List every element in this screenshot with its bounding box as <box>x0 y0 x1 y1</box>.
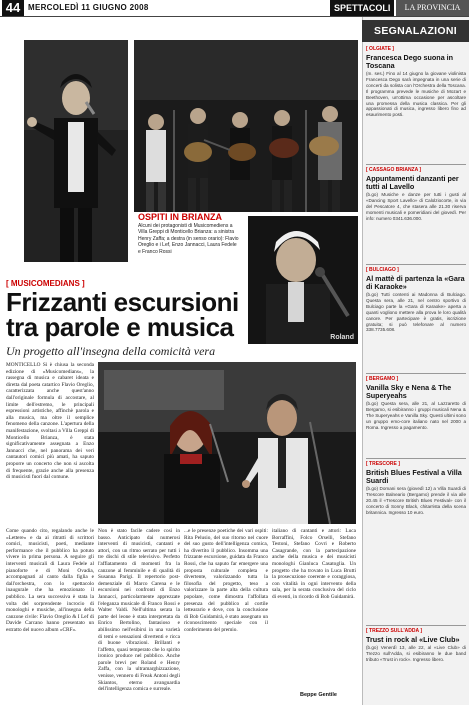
article-column-1-top <box>6 362 94 526</box>
sidebar-divider <box>366 458 466 459</box>
photo-singer <box>24 40 128 262</box>
sidebar-item-location: [ BULCIAGO ] <box>366 267 399 273</box>
article-column-2 <box>98 528 180 700</box>
photo-duet <box>98 362 356 524</box>
sidebar-item-text: (b.go) Musiche e danze per tutti i gusti al «Dancing Sport Lavello» di Calolziocorte, in via del Pescatore 4, che stasera alle 21.30 riserva momenti musicali e pomeridiani del giovedì. Per info: numero 0341.636.000. <box>366 192 466 221</box>
sidebar-item-headline: Al mattè di partenza la «Gara di Karaoke» <box>366 274 465 291</box>
sidebar-item-headline: Vanilla Sky e Nena & The Superyeahs <box>366 383 452 400</box>
sidebar-item-text: (b.go) Domani sera (giovedì 12) a Villa Suardi di Trescore Balneario (Bergamo) prende il via alle 20.45 il «Trescore British Blues Festival» con il concerto di Sonny Black, chitarrista della scena britannica. Ingresso 10 euro. <box>366 486 466 515</box>
headline-line-1: Frizzanti escursioni <box>6 287 239 317</box>
sidebar-item-headline: Appuntamenti danzanti per tutti al Lavello <box>366 174 459 191</box>
page-number: 44 <box>2 0 24 16</box>
roland-label: Roland <box>330 334 354 341</box>
sidebar-item-text: (b.go) Questa sera, alle 21, al Lazzaretto di Bergamo, si esibiranno i gruppi musicali Nena & The Superyeahs e Vanilla Sky. Questi ultimi sono un gruppo emo-core italiano nato nel 2000 a Roma. Ingresso a pagamento. <box>366 401 466 430</box>
article-column-3 <box>184 528 268 700</box>
sidebar-item-headline: Francesca Dego suona in Toscana <box>366 53 454 70</box>
sidebar-item-text: (b.go) Venerdì 13, alle 22, al «Live Club» di Trezzo sull'Adda, si esibiranno le due band tributo «Trust in rock». Ingresso libero. <box>366 645 466 662</box>
sidebar-item <box>366 376 466 456</box>
sidebar-item-text: (m. ses.) Fino al 14 giugno la giovane violinista Francesca Dego sarà impegnata in una serie di concerti da solista con l'Orchestra della Toscana. Il programma prevede le musiche di Mozart e Beethoven, un'ottima occasione per ascoltare una promessa della musica classica. Per gli appassionati di musica, ingresso libero fino ad esaurimento posti. <box>366 71 466 118</box>
sidebar-divider <box>366 264 466 265</box>
sidebar-title: SEGNALAZIONI <box>362 20 469 42</box>
sidebar-item <box>366 267 466 371</box>
article-subhead: Un progetto all'insegna della comicità vera <box>6 344 216 358</box>
photo-portrait <box>248 216 358 344</box>
column-1-bottom-text: Come quando cito, regalando anche le «Lettere» e da ai ritratti di scrittori comici, musicisti, poeti, mediante performance che il pubblico ha potuto vivere in prima persona. A seguire gli interventi musicali di Laura Fedele al pianoforte e di Moni Ovadia, accompagnati al canto dalla figlia e dall'orchestra, con lo spettacolo inaugurale che ha emozionato il pubblico. La sera successiva è stata la volta del sorprendente incrocio di monologhi e musiche, all'insegna della canzone civile: Flavio Oreglio & I Lef di Davide Carcano hanno presentato un estratto del nuovo album «CRF». <box>6 528 94 633</box>
column-4-text: italiano di cantanti e attori: Luca Borraffini, Folco Orselli, Stefano Testoni, Stefano Covri e Roberto Casagrande, con la partecipazione anche della musica e dei musicisti monologhi Gianluca Casatoglia. Un progetto che ha trovato in Luca Brutti la prosecuzione coerente e coraggiosa, con vitalità in ogni intervento della sala, per la serata conclusiva del ciclo di eventi, in ricordo di Bob Guidamirà. <box>272 528 356 600</box>
sidebar-divider <box>366 373 466 374</box>
caption-text: Alcuni dei protagonisti di Musicomediens a Villa Greppi di Monticello Brianza: a sinistra Henry Zaffa; a destra (in senso orario): Flavio Oreglio e i Lef, Enzo Jannacci, Laura Fedele e Franco Rossi <box>138 222 239 255</box>
sidebar-item-location: [ TRESCORE ] <box>366 461 400 467</box>
article-column-4 <box>272 528 356 688</box>
sidebar-item-headline: British Blues Festival a Villa Suardi <box>366 468 462 485</box>
sidebar-divider <box>366 164 466 165</box>
caption-title: OSPITI IN BRIANZA <box>138 212 223 222</box>
sidebar-divider <box>366 625 466 626</box>
sidebar-item <box>366 461 466 623</box>
photo-band <box>134 40 358 212</box>
column-1-top-text: MONTICELLO Si è chiusa la seconda edizione di «Musicomedians», la rassegna di musica e cabaret ideata e diretta dal poeta catartico Flavio Oreglio, caratterizzata anche quest'anno dall'originale formula di accostare, al limite dell'estremo, le principali espressioni artistiche, affinchè parola e alla musica, ma oltre il semplice fenomeno della canzone. L'apertura della manifestazione, svoltasi a Villa Greppi di Monticello Brianza, è stata significativamente assegnata a Enzo Jannacci che, nel panorama dei veri cantautori comici più amati, ha saputo proporre un concerto che non si ascolta di frequente, grazie anche alla presenza di musicisti fuori dal comune. <box>6 362 94 481</box>
sidebar-item <box>366 628 466 702</box>
section-label: SPETTACOLI <box>330 0 394 16</box>
sidebar-item-location: [ BERGAMO ] <box>366 376 399 382</box>
article-kicker: [ MUSICOMEDIANS ] <box>6 279 85 288</box>
sidebar-item-location: [ TREZZO SULL'ADDA ] <box>366 628 422 634</box>
issue-date: MERCOLEDÌ 11 GIUGNO 2008 <box>28 3 149 12</box>
sidebar-item-location: [ OLGIATE ] <box>366 46 394 52</box>
column-3-text: ...e le presenze poetiche dei vari ospiti: Rita Pelusio, del suo ritorno nel cuore del suo gusto dell'intelligenza comica, ha divertito il pubblico. Insomma una frizzante escursione, guidata da Franco Rossi, che ha saputo far emergere una proposta culturale completa e divertente, valorizzando tutta la filosofia del progetto, teso a valorizzare la parte alta della cultura popolare, come dimostra l'affollata presenza del pubblico al cortile lettearario e dove, con la conclusione di Bob Guidamirà, è stato assegnato un riconoscimento speciale con il conferimento del premio. <box>184 528 268 633</box>
headline-line-2: tra parole e musica <box>6 312 234 342</box>
sidebar-item <box>366 167 466 262</box>
sidebar-item <box>366 46 466 162</box>
article-byline: Beppe Gentile <box>300 692 337 698</box>
column-2-text: Non è stato facile cadere così in basso. Anticipato dai numerosi interventi di musicisti, cantanti e attori, con un ritmo serrato per tutti i tre dischi di stile televisivo. Perfetto l'affiatamento di momenti fra la canzone al femminile e di qualità di Susanna Parigi. Il repertorio post-demenziale di Marco Carena e le escursioni nei confronti di Enzo Jannacci, particolarmente apprezzate l'eleganza musicale di Franco Rossi e Walter Valdi. Nell'ultima serata la parte del leone è stata interpretata da Enrico Bertolino, fantasioso e abilissimo nell'esibirsi in una varietà di temi e sensazioni divertenti e ricca di buone vibrazioni. Brillanti e l'affetto, quasi temperato che lo spirito ironico produce nel pubblico. Anche parole brevi per Roland e Henry Zaffa, con la ultramarghizzazione, venisse, vennero di Freak Antoni degli Skiantos, eterno avanguardia dell'intelligenza comica e surreale. <box>98 528 180 693</box>
sidebar-item-location: [ CASSAGO BRIANZA ] <box>366 167 422 173</box>
newspaper-name: LA PROVINCIA <box>396 0 469 16</box>
photo-caption <box>134 212 244 276</box>
sidebar-item-headline: Trust in rock al «Live Club» <box>366 635 460 644</box>
article-column-1-bottom <box>6 528 94 700</box>
sidebar-item-text: (b.go) Tutti contenti ai Madonna di Bulciago. Questa sera, alle 21, nel centro sportivo di Bulciago parte la «Gara di Karaoke» aperta a quanti vogliono mettere alla prova le loro qualità canore. Per partecipare è gratis, iscrizione gratuita; si può telefonare al numero 338.7735.608. <box>366 292 466 333</box>
article-headline <box>6 287 246 342</box>
